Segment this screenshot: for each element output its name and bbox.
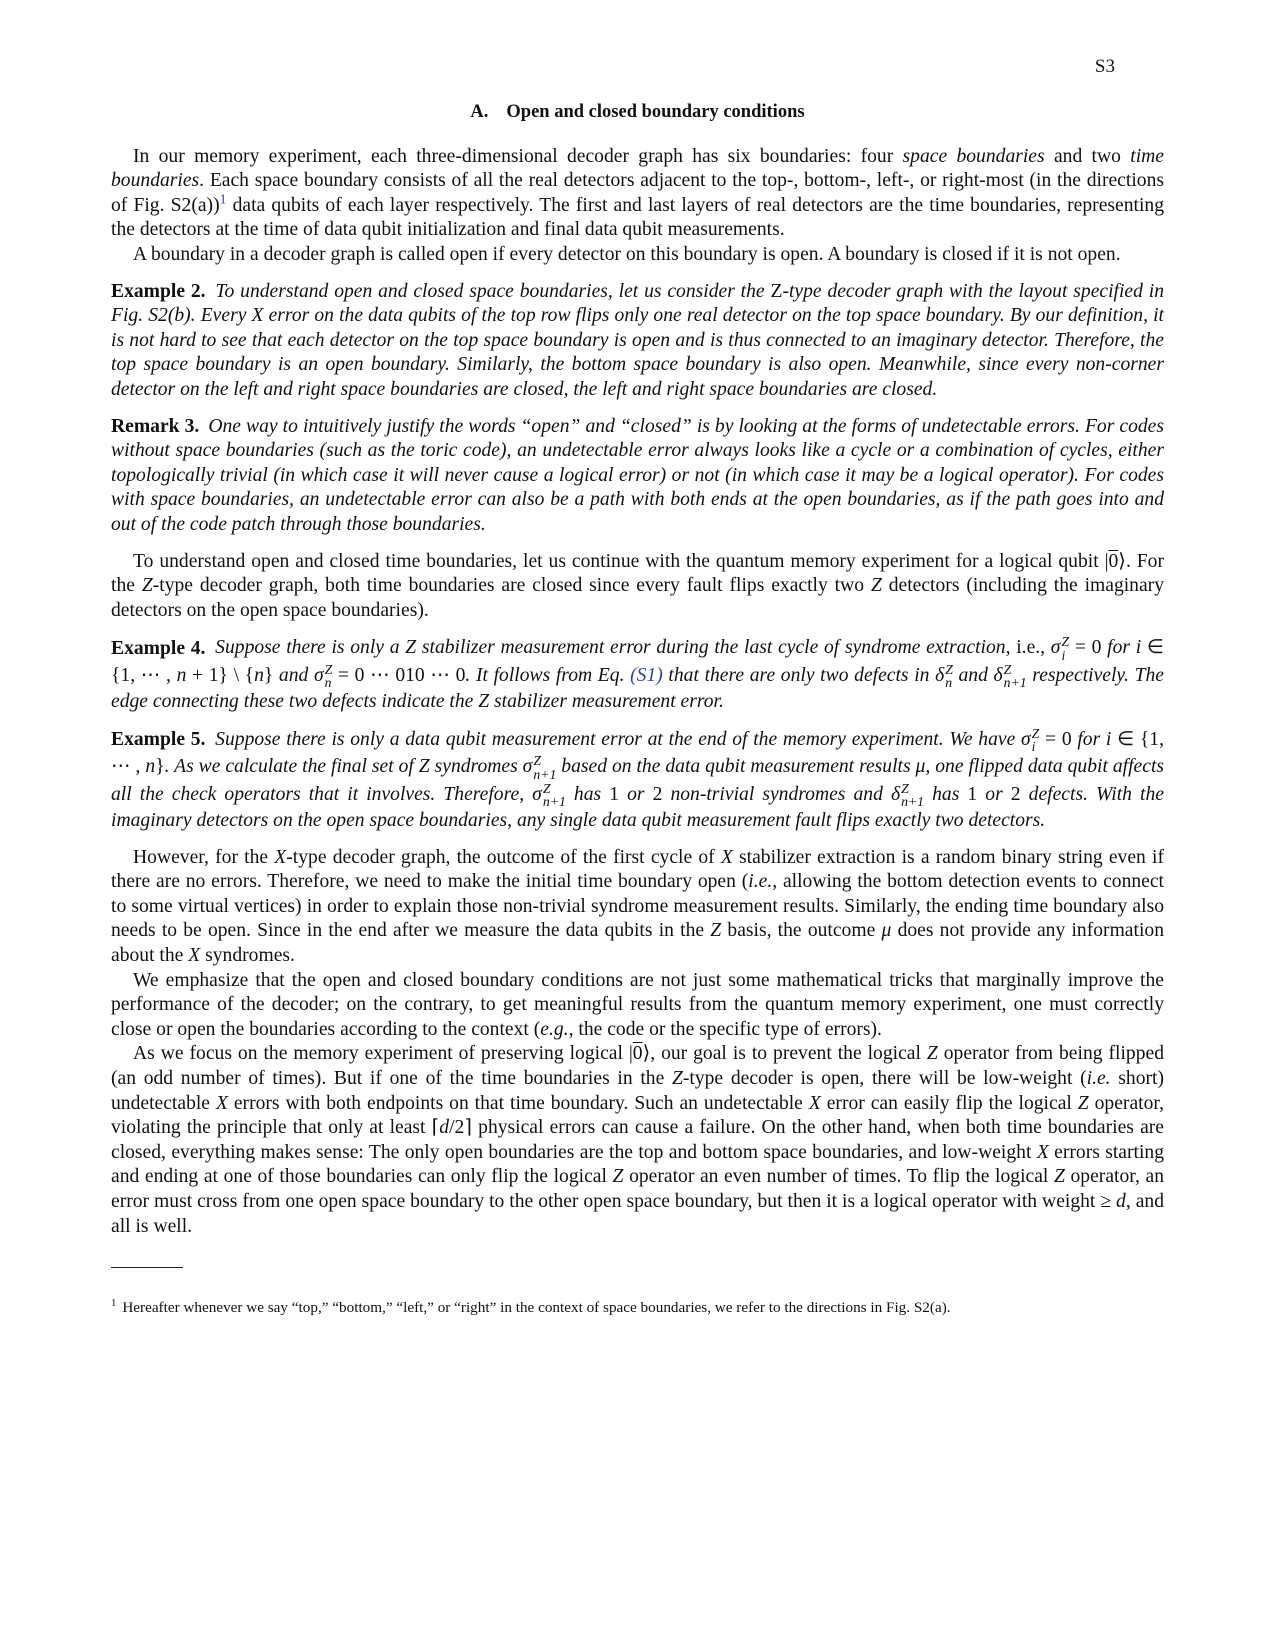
example-5: Example 5. Suppose there is only a data qubit measurement error at the end of the memory experiment. We have σ Z i = 0 for i ∈ {1, ⋯ , n}. As we calculate the final set of Z syndromes σ Z n+1 based on the data qubit measurement results μ, one flipped data qubit affects all the check operators that it involves. Therefore, σ Z n+1 has 1 or 2 non-trivial syndromes and δ Z n+1 has 1 or 2 defects. With the imaginary detectors on the open space boundaries, any single data qubit measurement fault flips exactly two detectors. — [111, 725, 1165, 832]
page-number: S3 — [1094, 56, 1115, 77]
example-4: Example 4. Suppose there is only a Z stabilizer measurement error during the last cycle of syndrome extraction, i.e., σ Z i = 0 for i ∈ {1, ⋯ , n + 1} \ {n} and σ Z n = 0 ⋯ 010 ⋯ 0. It follows from Eq. (S1) that there are only two defects in δ Z n and δ Z n+1 respectively. The edge connecting these two defects indicate the Z stabilizer measurement error. — [111, 634, 1164, 713]
section-number: A. — [470, 102, 489, 122]
paragraph-intro: In our memory experiment, each three-dimensional decoder graph has six boundaries: four space boundaries and two time boundaries. Each space boundary consists of all the real detectors adjacent to the top-, bottom-, left-, or right-most (in the directions of Fig. S2(a))$^1$ data qubits of each layer respectively. The first and last layers of real detectors are the time boundaries, representing the detectors at the time of data qubit initialization and final data qubit measurements. — [111, 145, 1165, 241]
footnote-text: Hereafter whenever we say “top,” “bottom,” “left,” or “right” in the context of space boundaries, we refer to the directions in Fig. S2(a). — [122, 1299, 951, 1317]
page-body — [111, 100, 1164, 1318]
example-2-label: Example 2. — [111, 280, 206, 302]
example-2: Example 2. To understand open and closed space boundaries, let us consider the Z-type decoder graph with the layout specified in Fig. S2(b). Every X error on the data qubits of the top row flips only one real detector on the top space boundary. By our definition, it is not hard to see that each detector on the top space boundary is open and is thus connected to an imaginary detector. Therefore, the top space boundary is an open boundary. Similarly, the bottom space boundary is also open. Meanwhile, since every non-corner detector on the left and right space boundaries are closed, the left and right space boundaries are closed. — [111, 280, 1164, 400]
remark-3: Remark 3. One way to intuitively justify the words “open” and “closed” is by looking at the forms of undetectable errors. For codes without space boundaries (such as the toric code), an undetectable error always looks like a cycle or a combination of cycles, either topologically trivial (in which case it will never cause a logical error) or not (in which case it may be a logical operator). For codes with space boundaries, an undetectable error can also be a path with both ends at the open boundaries, as if the path goes into and out of the code patch through those boundaries. — [111, 415, 1164, 535]
paragraph-logical: As we focus on the memory experiment of preserving logical |0⟩, our goal is to prevent the logical Z operator from being flipped (an odd number of times). But if one of the time boundaries in the Z-type decoder is open, there will be low-weight (i.e. short) undetectable X errors with both endpoints on that time boundary. Such an undetectable X error can easily flip the logical Z operator, violating the principle that only at least ⌈d/2⌉ physical errors can cause a failure. On the other hand, when both time boundaries are closed, everything makes sense: The only open boundaries are the top and bottom space boundaries, and low-weight X errors starting and ending at one of those boundaries can only flip the logical Z operator an even number of times. To flip the logical Z operator, an error must cross from one open space boundary to the other open space boundary, but then it is a logical operator with weight ≥ d, and all is well. — [111, 1043, 1165, 1237]
paragraph-emphasis: We emphasize that the open and closed boundary conditions are not just some mathematical tricks that marginally improve the performance of the decoder; on the contrary, to get meaningful results from the quantum memory experiment, one must correctly close or open the boundaries according to the context (e.g., the code or the specific type of errors). — [111, 969, 1164, 1040]
example-5-label: Example 5. — [111, 728, 206, 750]
footnote — [111, 1298, 1164, 1318]
section-title: Open and closed boundary conditions — [506, 102, 805, 122]
equation-reference[interactable]: (S1) — [630, 664, 663, 686]
footnote-rule — [111, 1267, 183, 1268]
remark-3-label: Remark 3. — [111, 415, 200, 437]
section-heading — [111, 100, 1164, 125]
paragraph-x-type: However, for the X-type decoder graph, the outcome of the first cycle of X stabilizer extraction is a random binary string even if there are no errors. Therefore, we need to make the initial time boundary open (i.e., allowing the bottom detection events to connect to some virtual vertices) in order to explain those non-trivial syndrome measurement results. Similarly, the ending time boundary also needs to be open. Since in the end after we measure the data qubits in the Z basis, the outcome μ does not provide any information about the X syndromes. — [111, 846, 1165, 967]
footnote-mark: 1 — [111, 1298, 117, 1310]
paragraph-time-boundaries: To understand open and closed time boundaries, let us continue with the quantum memory experiment for a logical qubit |0⟩. For the Z-type decoder graph, both time boundaries are closed since every fault flips exactly two Z detectors (including the imaginary detectors on the open space boundaries). — [111, 550, 1165, 621]
footnote-ref[interactable]: 1 — [219, 191, 227, 207]
paragraph-definition: A boundary in a decoder graph is called open if every detector on this boundary is open. A boundary is closed if it is not open. — [133, 243, 1121, 265]
example-4-label: Example 4. — [111, 637, 206, 659]
